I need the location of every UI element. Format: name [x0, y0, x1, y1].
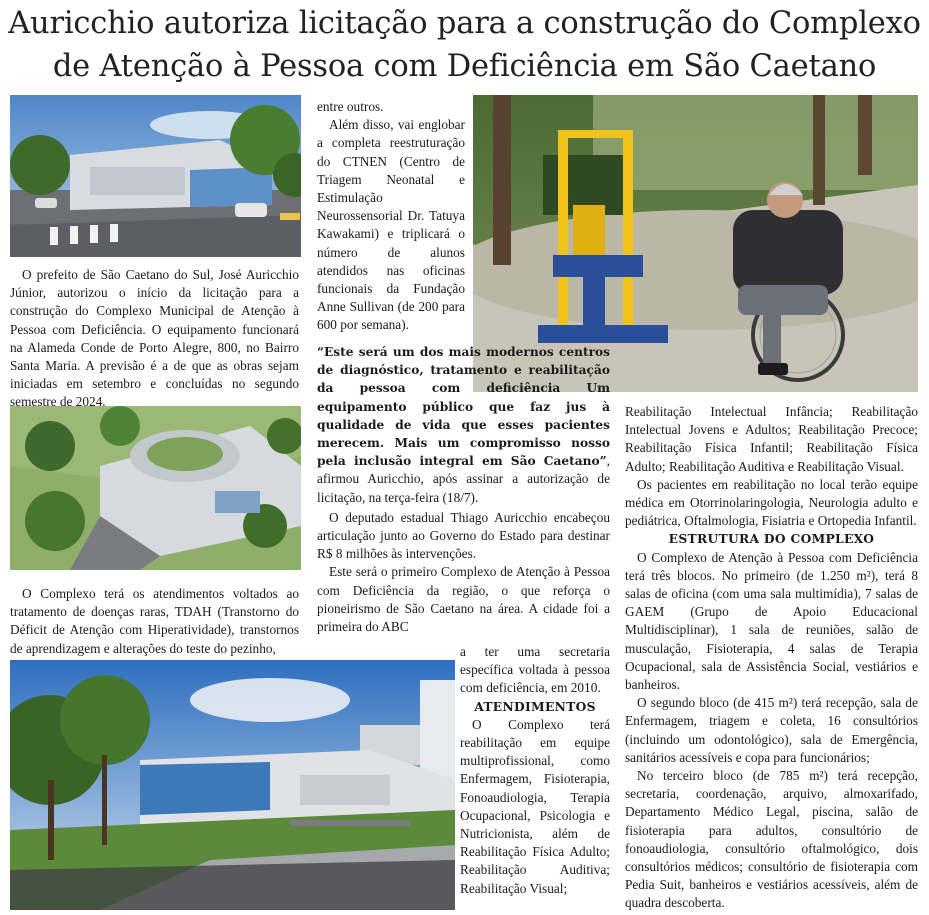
- article-paragraph: entre outros.: [317, 99, 384, 114]
- article-paragraph: Além disso, vai englobar a completa reestruturação do CTNEN (Centro de Triagem Neonatal e Estimulação Neurossensorial Dr. Tatuya Kawakami) e triplicará o número de alunos atendidos nas oficinas funcionais da Fundação Anne Sullivan (de 200 para 600 por semana).: [317, 117, 465, 333]
- article-paragraph: No terceiro bloco (de 785 m²) terá recepção, secretaria, coordenação, arquivo, almoxarifado, Departamento Médico Legal, piscina, salão de fisioterapia para adultos, consultório de fonoaudiologia, consultório oftalmológico, dois consultórios médicos; consultório de fisioterapia com Pedia Suit, banheiros e vestiários acessíveis, além de quadra descoberta.: [625, 768, 918, 911]
- article-paragraph: a ter uma secretaria específica voltada à pessoa com deficiência, em 2010.: [460, 644, 610, 696]
- headline-line-2: de Atenção à Pessoa com Deficiência em São Caetano: [52, 49, 877, 84]
- column-2-lower: [460, 643, 610, 898]
- article-paragraph: Os pacientes em reabilitação no local terão equipe médica em Otorrinolaringologia, Neurologia adulto e pediátrica, Oftalmologia, Fisiatria e Ortopedia Infantil.: [625, 476, 918, 529]
- article-paragraph: Este será o primeiro Complexo de Atenção à Pessoa com Deficiência da região, o que reforça o pioneirismo de São Caetano na área. A cidade foi a primeira do ABC: [317, 564, 610, 635]
- section-heading-atendimentos: ATENDIMENTOS: [474, 698, 596, 714]
- column-1-lower: [10, 585, 299, 658]
- column-3: [625, 403, 918, 913]
- render-aerial-image: [10, 406, 301, 570]
- article-paragraph: O segundo bloco (de 415 m²) terá recepção, sala de Enfermagem, triagem e coleta, 16 consultórios (incluindo um odontológico), sala de Emergência, sanitários acessíveis e copa para funcionários;: [625, 695, 918, 765]
- pull-quote: “Este será um dos mais modernos centros de diagnóstico, tratamento e reabilitação da pessoa com deficiência Um equipamento público que faz jus à qualidade de vida que esses pacientes merecem. Mais um compromisso nosso pela inclusão integral em São Caetano”: [317, 345, 610, 469]
- column-2-quote-block: [317, 343, 610, 636]
- article-paragraph: O Complexo de Atenção à Pessoa com Deficiência terá três blocos. No primeiro (de 1.250 m²), terá 8 salas de oficina (com uma sala multimídia), 7 salas de GAEM (Grupo de Apoio Educacional Multidisciplinar), 1 sala de reuniões, salão de musculação, Fisioterapia, 4 salas de Terapia Ocupacional, sala de Assistência Social, vestiários e banheiros.: [625, 549, 918, 693]
- article-paragraph: O Complexo terá reabilitação em equipe multiprofissional, como Enfermagem, Fisioterapia, Fonoaudiologia, Terapia Ocupacional, Psicologia e Nutricionista, além de Reabilitação Física Adulto; Reabilitação Auditiva; Reabilitação Visual;: [460, 716, 610, 896]
- render-front-image: [10, 95, 301, 257]
- article-paragraph: Reabilitação Intelectual Infância; Reabilitação Intelectual Jovens e Adultos; Reabilitação Precoce; Reabilitação Física Infantil; Reabilitação Física Adulto; Reabilitação Auditiva e Reabilitação Visual.: [625, 404, 918, 474]
- article-paragraph: O Complexo terá os atendimentos voltados ao tratamento de doenças raras, TDAH (Transtorno do Déficit de Atenção com Hiperatividade), transtornos de aprendizagem e alterações do teste do pezinho,: [10, 586, 299, 656]
- headline-line-1: Auricchio autoriza licitação para a construção do Complexo: [8, 6, 921, 41]
- article-paragraph: O deputado estadual Thiago Auricchio encabeçou articulação junto ao Governo do Estado para destinar R$ 8 milhões às intervenções.: [317, 509, 610, 562]
- column-2-upper: [317, 98, 465, 335]
- headline: [0, 2, 929, 88]
- column-1-upper: [10, 266, 299, 412]
- article-paragraph: O prefeito de São Caetano do Sul, José Auricchio Júnior, autorizou o início da licitação para a construção do Complexo Municipal de Atenção à Pessoa com Deficiência. O equipamento funcionará na Alameda Conde de Porto Alegre, 800, no Bairro Santa Maria. A previsão é a de que as obras sejam iniciadas em setembro e concluídas no segundo semestre de 2024.: [10, 267, 299, 410]
- section-heading-estrutura: ESTRUTURA DO COMPLEXO: [668, 531, 875, 547]
- render-park-image: [10, 660, 455, 910]
- quote-attribution: , afirmou Auricchio, após assinar a autorização de licitação, na terça-feira (18/7).: [317, 453, 610, 505]
